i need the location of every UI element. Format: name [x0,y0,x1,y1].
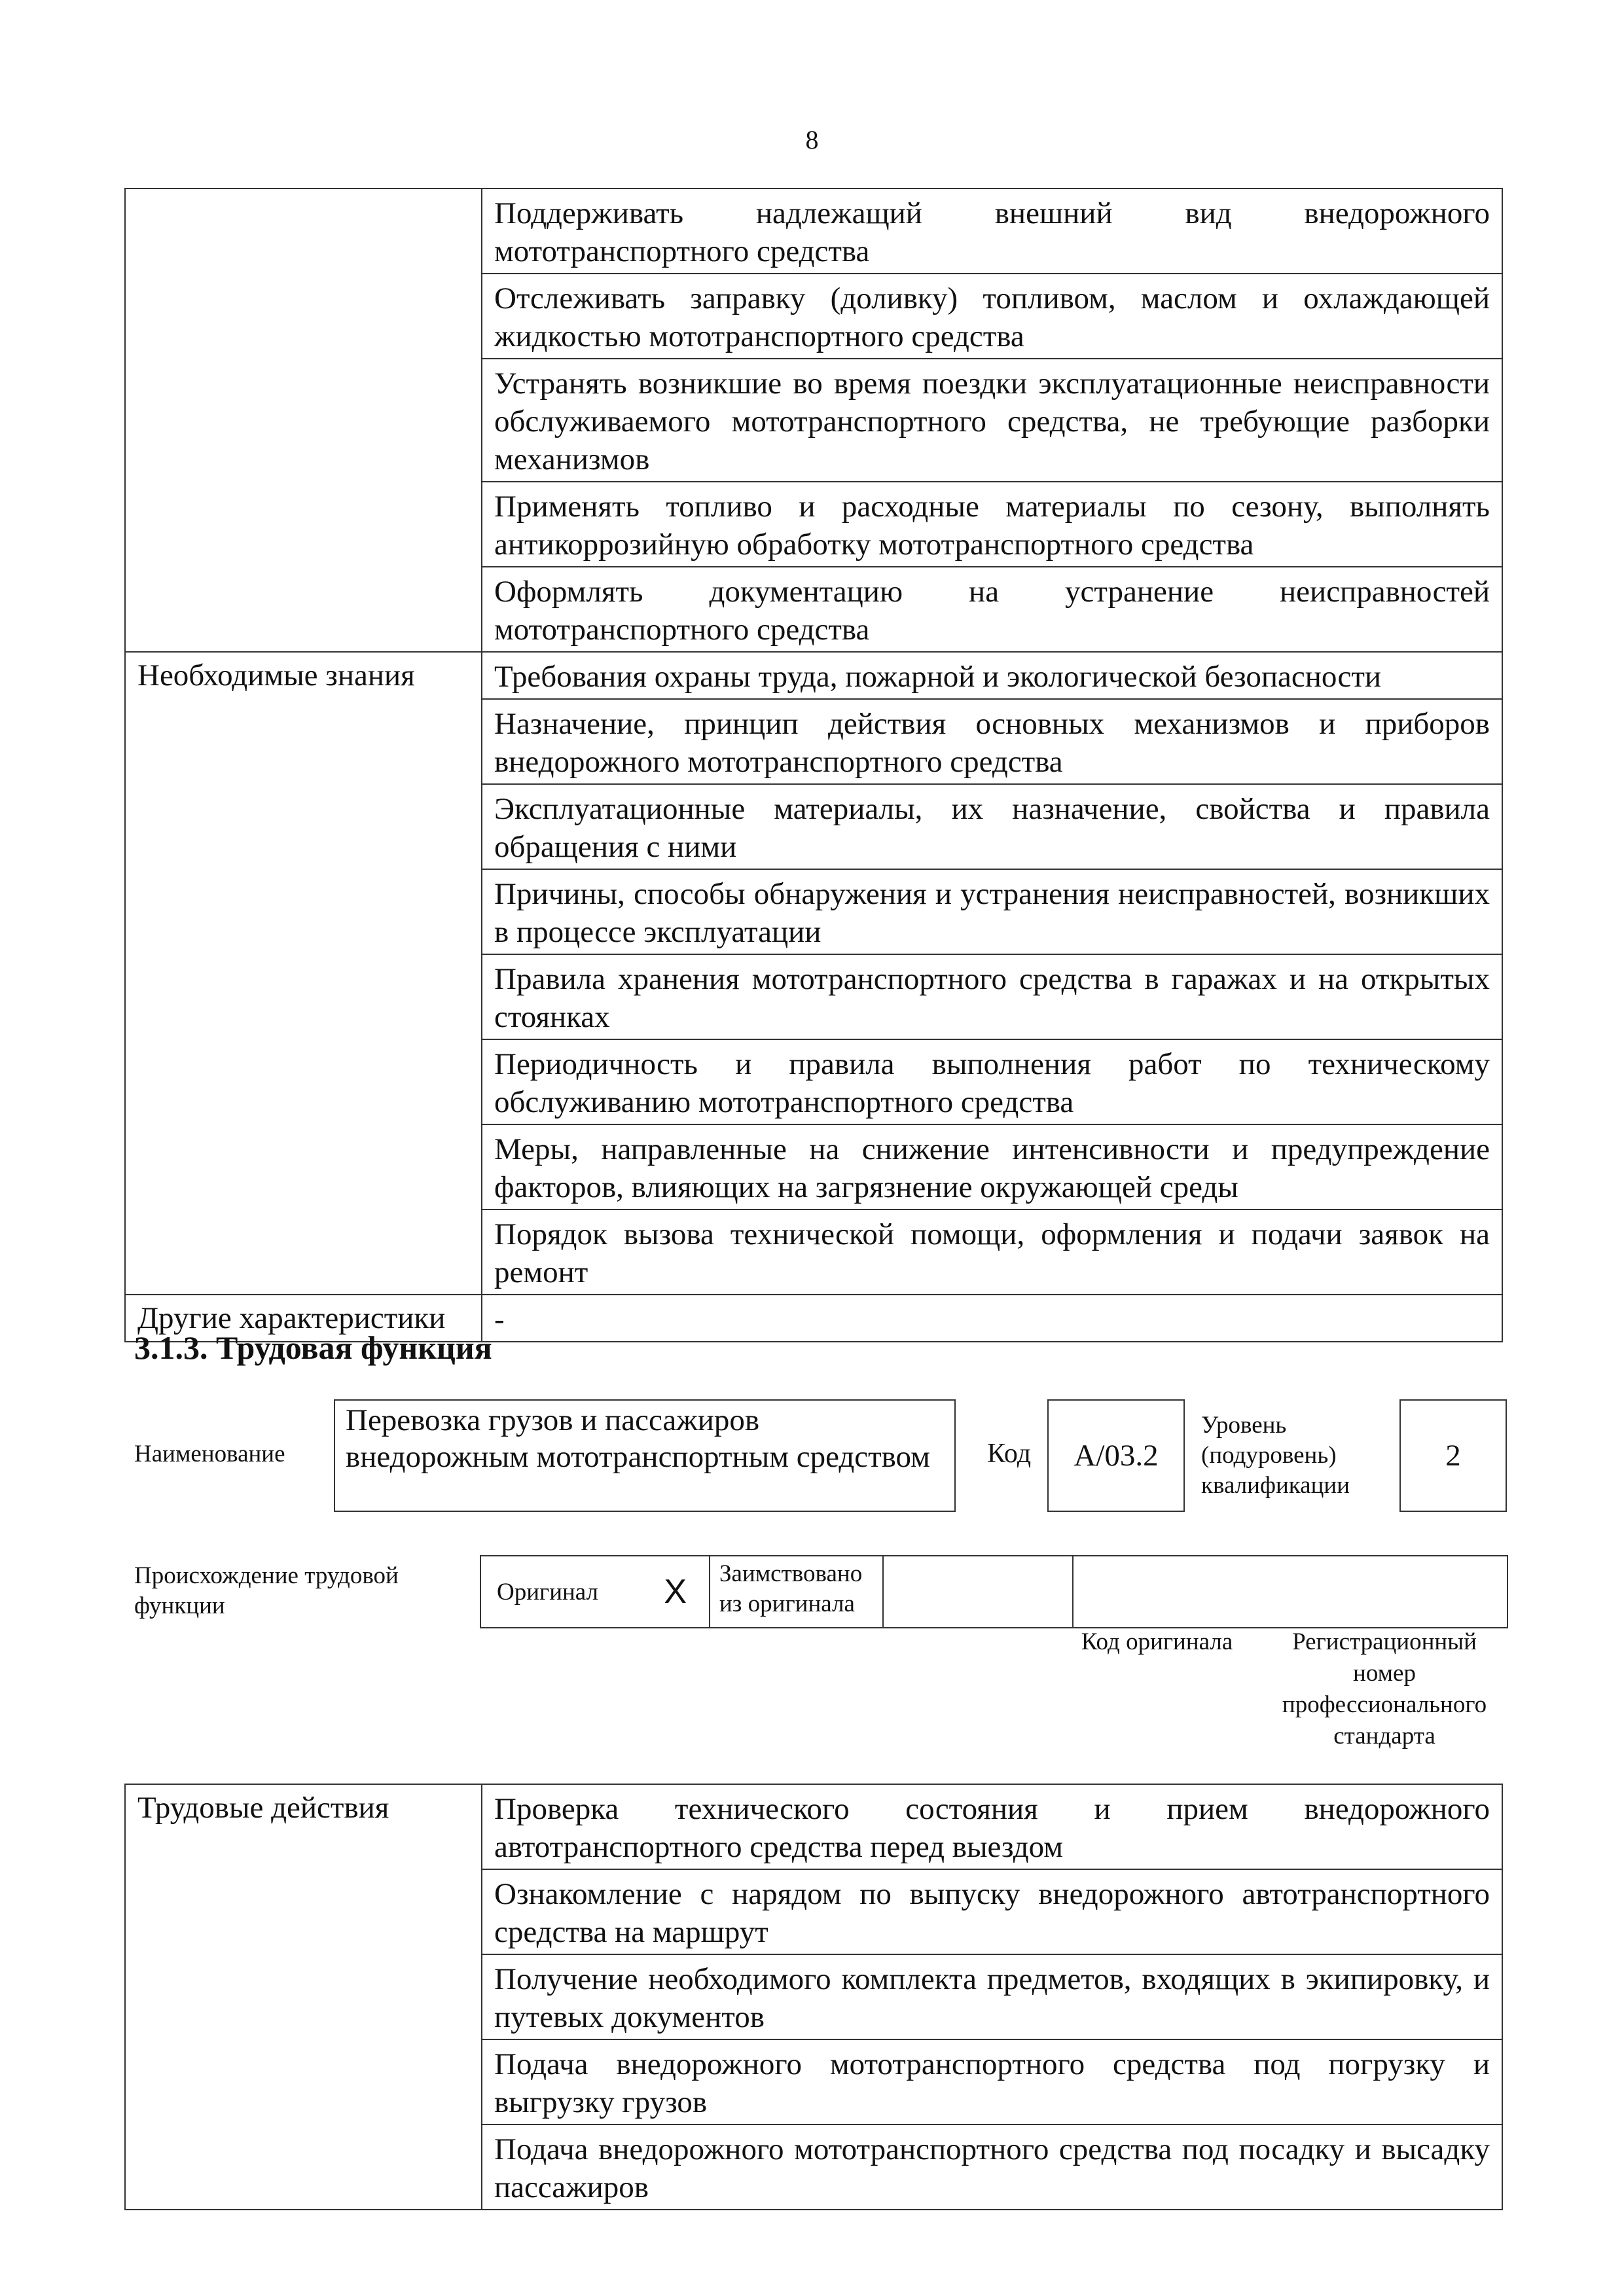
original-code-cell [883,1556,1073,1628]
original-code-caption: Код оригинала [1081,1628,1233,1655]
list-item: Оформлять документацию на устранение неисправностей мототранспортного средства [482,567,1502,652]
list-item: Получение необходимого комплекта предметов, входящих в экипировку, и путевых документов [482,1954,1502,2039]
list-item: Проверка технического состояния и прием внедорожного автотранспортного средства перед выездом [482,1784,1502,1869]
list-item: Назначение, принцип действия основных механизмов и приборов внедорожного мототранспортного средства [482,699,1502,784]
row-label-other: Другие характеристики [125,1295,482,1342]
list-item: Требования охраны труда, пожарной и экологической безопасности [482,652,1502,699]
borrowed-label: Заимствовано из оригинала [710,1556,883,1628]
list-item: Причины, способы обнаружения и устранения неисправностей, возникших в процессе эксплуатации [482,869,1502,954]
row-label-knowledge: Необходимые знания [125,652,482,1295]
table-row [125,652,1502,699]
section-heading: 3.1.3. Трудовая функция [134,1329,492,1366]
qualification-level-box: 2 [1399,1399,1507,1512]
list-item: Эксплуатационные материалы, их назначение, свойства и правила обращения с ними [482,784,1502,869]
list-item: Периодичность и правила выполнения работ по техническому обслуживанию мототранспортного средства [482,1039,1502,1124]
registration-number-caption: Регистрационный номер профессионального стандарта [1282,1628,1487,1749]
original-mark: X [664,1573,687,1611]
list-item: Подача внедорожного мототранспортного средства под погрузку и выгрузку грузов [482,2039,1502,2125]
row-label-actions: Трудовые действия [125,1784,482,2210]
code-value-box: А/03.2 [1047,1399,1185,1512]
origin-label: Происхождение трудовой функции [134,1562,399,1619]
table-row [125,188,1502,274]
list-item: Правила хранения мототранспортного средства в гаражах и на открытых стоянках [482,954,1502,1039]
row-label-empty [125,188,482,652]
origin-table [480,1555,1508,1628]
list-item: Порядок вызова технической помощи, оформления и подачи заявок на ремонт [482,1210,1502,1295]
page-number: 8 [805,125,819,154]
code-label: Код [987,1439,1032,1469]
labor-actions-table [124,1784,1503,2210]
table-row [480,1556,1507,1628]
list-item: Устранять возникшие во время поездки эксплуатационные неисправности обслуживаемого мототранспортного средства, не требующие разборки механизмов [482,359,1502,482]
name-label: Наименование [134,1441,285,1467]
list-item: Меры, направленные на снижение интенсивности и предупреждение факторов, влияющих на загрязнение окружающей среды [482,1124,1502,1210]
list-item: Применять топливо и расходные материалы по сезону, выполнять антикоррозийную обработку мототранспортного средства [482,482,1502,567]
qualification-level-label: Уровень (подуровень) квалификации [1201,1412,1350,1499]
original-cell [480,1556,710,1628]
original-label: Оригинал [497,1578,599,1605]
list-item: Поддерживать надлежащий внешний вид внедорожного мототранспортного средства [482,188,1502,274]
list-item: Отслеживать заправку (доливку) топливом, маслом и охлаждающей жидкостью мототранспортного средства [482,274,1502,359]
list-item: Подача внедорожного мототранспортного средства под посадку и высадку пассажиров [482,2125,1502,2210]
table-row [125,1784,1502,1869]
registration-number-cell [1073,1556,1507,1628]
list-item: Ознакомление с нарядом по выпуску внедорожного автотранспортного средства на маршрут [482,1869,1502,1954]
skills-knowledge-table [124,188,1503,1342]
list-item: - [482,1295,1502,1342]
name-value-box: Перевозка грузов и пассажиров внедорожным мототранспортным средством [334,1399,956,1512]
